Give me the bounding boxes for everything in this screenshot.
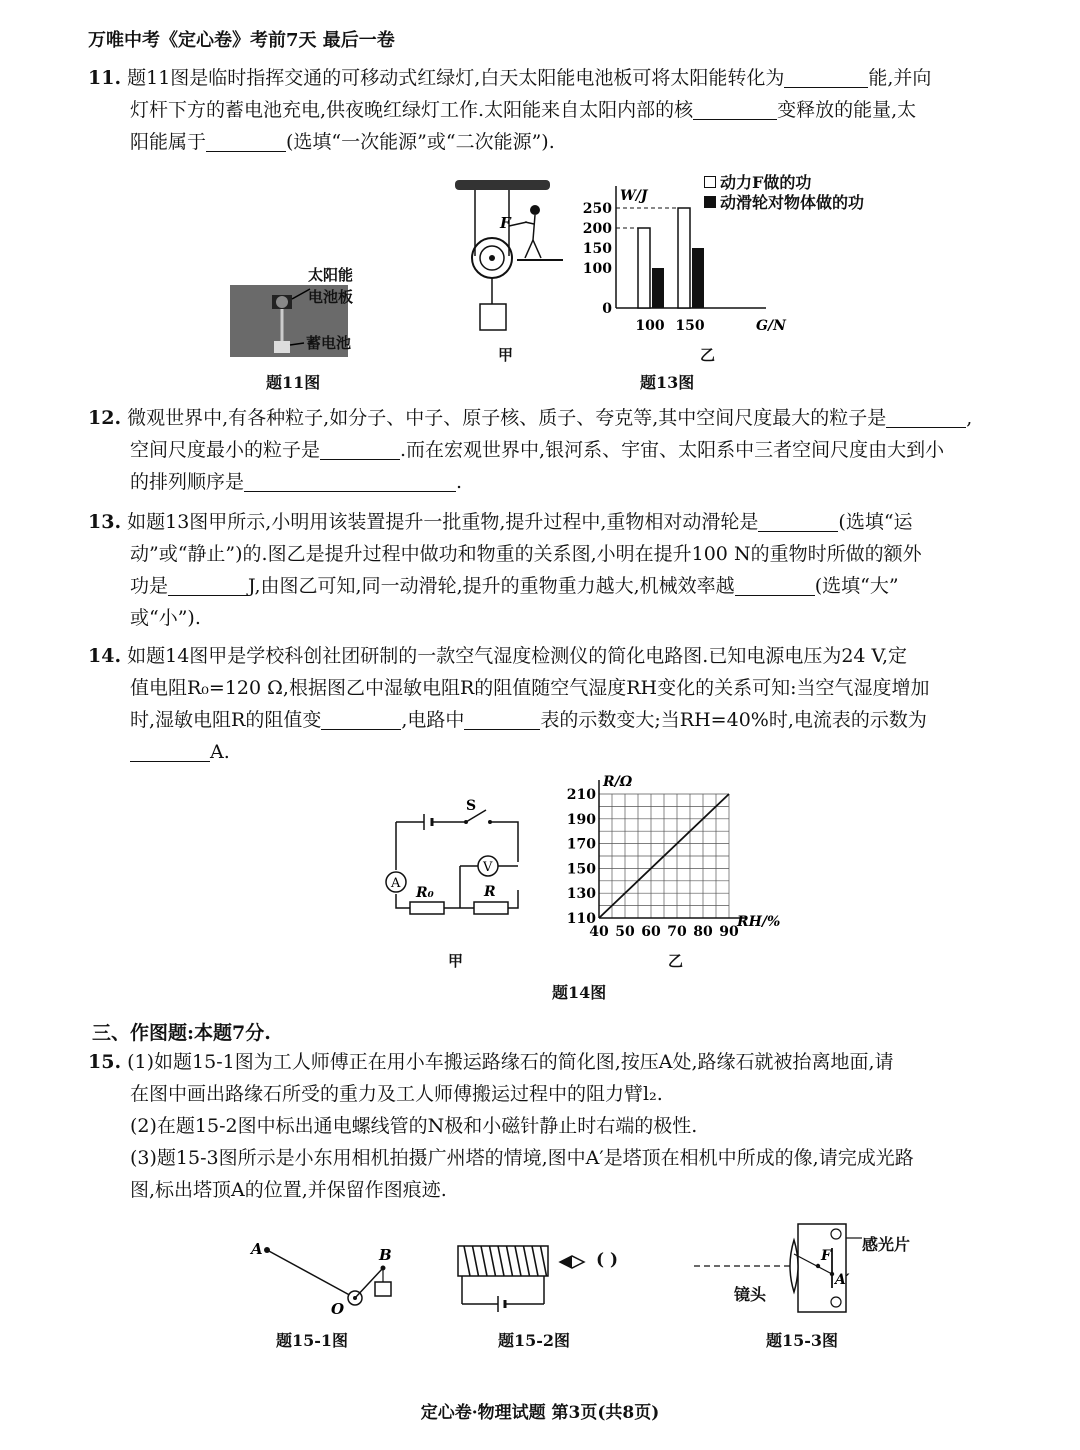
question-11 [88,62,1048,158]
q13-text-1: 如题13图甲所示,小明用该装置提升一批重物,提升过程中,重物相对动滑轮是 [127,511,759,533]
lamp-shape [276,296,288,308]
label-sensor: 感光片 [862,1235,911,1254]
resistor-R [474,902,508,914]
pull-rope [509,222,527,226]
q15-number: 15. [88,1051,122,1073]
load-block [480,304,506,330]
label-solar-panel-line1: 太阳能 [308,266,354,284]
ceiling-beam [455,180,550,190]
section-3-title: 三、作图题:本题7分. [92,1022,271,1044]
q14-text-6: A. [210,741,230,763]
cart-handle [267,1250,355,1298]
force-label-F: F [500,214,511,232]
circuit-diagram [380,800,530,920]
q11-text-1: 题11图是临时指挥交通的可移动式红绿灯,白天太阳能电池板可将太阳能转化为 [127,67,785,89]
y-tick-label: 250 [582,201,612,217]
y-tick-label: 190 [566,811,596,828]
fig13-sub-b: 乙 [700,346,716,364]
q14-blank-2[interactable] [464,707,540,730]
fig14-sub-a: 甲 [448,952,464,970]
circuit-wires [396,822,518,908]
resistor-R-label: R [484,884,496,900]
q11-text-3: 灯杆下方的蓄电池充电,供夜晚红绿灯工作.太阳能来自太阳内部的核 [130,99,694,121]
q11-text-5: 阳能属于 [130,131,207,153]
q11-text-4: 变释放的能量,太 [777,99,917,121]
q15-text-2: 在图中画出路缘石所受的重力及工人师傅搬运过程中的阻力臂l₂. [130,1083,663,1105]
person-leg-2 [533,240,541,258]
x-tick-label: 40 [589,924,609,940]
camera-body [798,1224,846,1312]
label-Aprime: A′ [835,1272,850,1288]
x-tick-label: 80 [693,924,713,940]
fig14-sub-b: 乙 [668,952,684,970]
q11-number: 11. [88,67,122,89]
y-tick-label: 110 [566,911,596,927]
q12-text-6: . [456,471,463,493]
q14-text-1: 如题14图甲是学校科创社团研制的一款空气湿度检测仪的简化电路图.已知电源电压为24 V,定 [127,645,907,667]
battery-shape [274,341,290,353]
camera-diagram [690,1218,860,1318]
label-lens: 镜头 [734,1285,767,1304]
fig15-3-caption: 题15-3图 [766,1331,839,1350]
battery-pointer [290,343,304,345]
label-solar-panel-line2: 电池板 [308,288,354,306]
label-battery: 蓄电池 [306,334,352,352]
q12-text-4: .而在宏观世界中,银河系、宇宙、太阳系中三者空间尺度由大到小 [400,439,945,461]
question-14 [88,640,1048,768]
y-tick-label: 150 [582,241,612,257]
fig15-1-caption: 题15-1图 [276,1331,349,1350]
q13-text-5: J,由图乙可知,同一动滑轮,提升的重物重力越大,机械效率越 [248,575,735,597]
q12-text-3: 空间尺度最小的粒子是 [130,439,321,461]
q13-blank-1[interactable] [758,509,838,532]
person-head [530,205,540,215]
q14-text-5: 表的示数变大;当RH=40%时,电流表的示数为 [540,709,927,731]
label-solar-panel [308,264,353,308]
legend-filled-label: 动滑轮对物体做的功 [720,193,865,212]
fig13-caption: 题13图 [640,373,695,392]
person-body [533,215,535,240]
q12-number: 12. [88,407,122,429]
x-tick-label: 60 [641,924,661,940]
page-footer: 定心卷·物理试题 第3页(共8页) [420,1403,660,1423]
legend-open-swatch [704,176,716,188]
y-tick-label: 150 [566,861,596,878]
q14-text-3: 时,湿敏电阻R的阻值变 [130,709,322,731]
q14-number: 14. [88,645,122,667]
question-13 [88,506,1048,634]
bar-useful-work [692,248,704,308]
q15-text-4: (3)题15-3图所示是小东用相机拍摄广州塔的情境,图中A′是塔顶在相机中所成的像,请完成光路 [130,1147,914,1169]
pulley-diagram [445,176,575,346]
q11-text-6: (选填“一次能源”或“二次能源”). [286,131,555,153]
y-tick-label: 170 [566,836,596,853]
q12-blank-1[interactable] [886,405,966,428]
y-axis-label: R/Ω [603,774,633,790]
q13-blank-2[interactable] [168,573,248,596]
q14-blank-1[interactable] [321,707,401,730]
humidity-resistance-chart [555,772,795,947]
y-tick-label: 210 [566,787,596,803]
q13-text-4: 功是 [130,575,169,597]
q14-text-2: 值电阻R₀=120 Ω,根据图乙中湿敏电阻R的阻值随空气湿度RH变化的关系可知:当空气湿度增加 [130,677,930,699]
label-A: A [251,1240,263,1258]
switch-contact [488,820,492,824]
bar-useful-work [652,268,664,308]
q14-text-4: ,电路中 [401,709,465,731]
resistor-R0 [410,902,444,914]
x-tick-label: 50 [615,924,635,940]
legend-filled-swatch [704,196,716,208]
legend-filled [704,190,864,213]
question-15 [88,1046,1048,1206]
q13-text-6: (选填“大” [814,575,899,597]
q11-blank-2[interactable] [693,97,777,120]
q11-text-2: 能,并向 [868,67,932,89]
x-axis-label: G/N [756,318,786,334]
q13-text-3: 动”或“静止”)的.图乙是提升过程中做功和物重的关系图,小明在提升100 N的重物时所做的额外 [130,543,922,565]
voltmeter-label: V [483,860,493,875]
y-tick-label: 200 [582,221,612,237]
label-B: B [379,1246,392,1264]
q15-text-5: 图,标出塔顶A的位置,并保留作图痕迹. [130,1179,447,1201]
fig13-sub-a: 甲 [498,346,514,364]
x-tick-label: 70 [667,924,687,940]
needle-pole-blank[interactable]: ( ) [596,1250,619,1270]
q12-text-2: , [966,407,973,429]
x-tick-label: 100 [635,318,665,334]
person-leg-1 [525,240,533,258]
q13-text-2: (选填“运 [838,511,913,533]
pulley-axle [489,255,495,261]
q13-number: 13. [88,511,122,533]
ammeter-label: A [391,876,401,891]
q12-blank-3[interactable] [244,469,456,492]
person-arm [525,222,534,224]
q11-blank-1[interactable] [784,65,868,88]
x-tick-label: 90 [719,924,739,940]
q15-text-3: (2)在题15-2图中标出通电螺线管的N极和小磁针静止时右端的极性. [130,1115,698,1137]
y-tick-label: 0 [602,301,612,317]
solenoid-diagram [448,1242,598,1314]
label-O: O [331,1300,345,1318]
fig15-2-caption: 题15-2图 [498,1331,571,1350]
bar-total-work [678,208,690,308]
y-tick-label: 100 [582,261,612,277]
x-tick-label: 150 [675,318,705,334]
q12-text-1: 微观世界中,有各种粒子,如分子、中子、原子核、质子、夸克等,其中空间尺度最大的粒子是 [127,407,887,429]
x-axis-label: RH/% [737,914,781,930]
curb-stone [375,1282,391,1296]
y-axis-label: W/J [620,188,648,204]
fig14-caption: 题14图 [552,983,607,1002]
q11-blank-3[interactable] [206,129,286,152]
y-tick-label: 130 [566,886,596,903]
label-F: F [821,1248,831,1264]
resistor-R0-label: R₀ [416,885,434,901]
compass-needle-dark-half [560,1256,572,1268]
fig11-caption: 题11图 [266,373,321,392]
q14-blank-3[interactable] [130,739,210,762]
q12-text-5: 的排列顺序是 [130,471,245,493]
cart-lever-diagram [245,1238,405,1318]
question-12 [88,402,1048,498]
q13-blank-3[interactable] [735,573,815,596]
q15-text-1: (1)如题15-1图为工人师傅正在用小车搬运路缘石的简化图,按压A处,路缘石就被抬离地面,请 [127,1051,894,1073]
camera-lens [790,1240,798,1292]
legend-open-label: 动力F做的功 [720,173,812,192]
switch-label: S [466,798,477,814]
q12-blank-2[interactable] [320,437,400,460]
bar-total-work [638,228,650,308]
q13-text-7: 或“小”). [130,607,201,629]
page-header: 万唯中考《定心卷》考前7天 最后一卷 [88,30,395,51]
